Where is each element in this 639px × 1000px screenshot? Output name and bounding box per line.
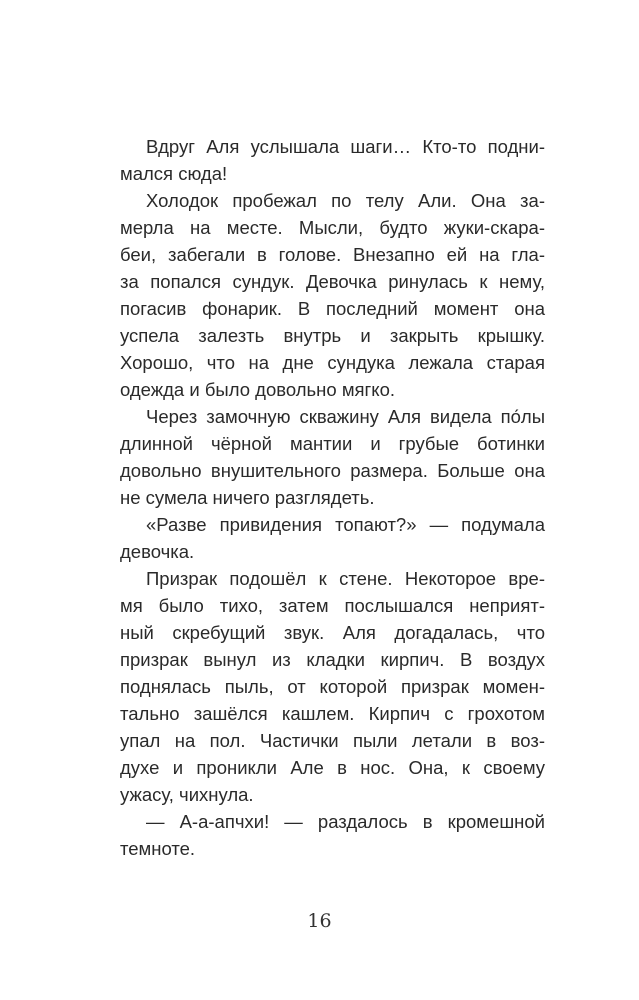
text-line: Через замочную скважину Аля видела по́лы xyxy=(146,406,545,427)
text-line: погасив фонарик. В последний момент она xyxy=(120,298,545,319)
text-line: мерла на месте. Мысли, будто жуки-скара- xyxy=(120,217,545,238)
text-line: мя было тихо, затем послышался неприят- xyxy=(120,595,545,616)
text-line: — А-а-апчхи! — раздалось в кромешной xyxy=(146,811,545,832)
text-line: одежда и было довольно мягко. xyxy=(120,379,396,400)
text-line: ный скребущий звук. Аля догадалась, что xyxy=(120,622,545,643)
text-line: мался сюда! xyxy=(120,163,228,184)
text-line: упал на пол. Частички пыли летали в воз- xyxy=(120,730,545,751)
text-line: длинной чёрной мантии и грубые ботинки xyxy=(120,433,545,454)
text-line: Хорошо, что на дне сундука лежала старая xyxy=(120,352,545,373)
text-line: духе и проникли Але в нос. Она, к своему xyxy=(120,757,545,778)
text-line: Призрак подошёл к стене. Некоторое вре- xyxy=(146,568,545,589)
paragraph xyxy=(120,565,545,808)
paragraph xyxy=(120,403,545,511)
text-line: призрак вынул из кладки кирпич. В воздух xyxy=(120,649,545,670)
text-line: девочка. xyxy=(120,541,195,562)
text-line: поднялась пыль, от которой призрак момен- xyxy=(120,676,545,697)
text-line: за попался сундук. Девочка ринулась к нему, xyxy=(120,271,545,292)
text-line: Вдруг Аля услышала шаги… Кто-то подни- xyxy=(146,136,545,157)
paragraph xyxy=(120,808,545,862)
text-line: беи, забегали в голове. Внезапно ей на гла- xyxy=(120,244,545,265)
text-line: не сумела ничего разглядеть. xyxy=(120,487,375,508)
paragraph xyxy=(120,511,545,565)
text-line: тально зашёлся кашлем. Кирпич с грохотом xyxy=(120,703,545,724)
page-number: 16 xyxy=(307,910,332,932)
paragraph xyxy=(120,187,545,403)
text-line: «Разве привидения топают?» — подумала xyxy=(146,514,545,535)
text-line: успела залезть внутрь и закрыть крышку. xyxy=(120,325,545,346)
paragraph xyxy=(120,133,545,187)
text-line: ужасу, чихнула. xyxy=(120,784,254,805)
text-line: темноте. xyxy=(120,838,196,859)
text-line: довольно внушительного размера. Больше она xyxy=(120,460,545,481)
page-body-text xyxy=(120,133,545,862)
text-line: Холодок пробежал по телу Али. Она за- xyxy=(146,190,545,211)
